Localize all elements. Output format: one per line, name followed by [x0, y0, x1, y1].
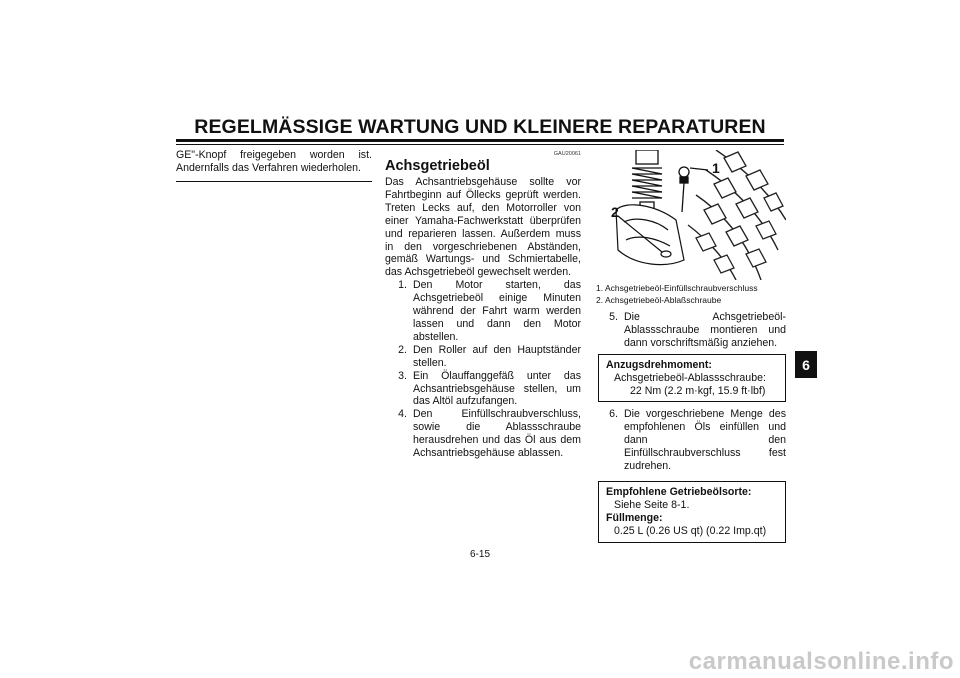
step-item: [385, 408, 581, 460]
figure-label-2: 2: [611, 204, 619, 220]
torque-title: Anzugsdrehmoment:: [606, 358, 712, 371]
caption-item: 1. Achsgetriebeöl-Einfüllschraubverschluss: [596, 283, 758, 293]
header-rule-thick: [176, 139, 784, 142]
steps-list-continued: [596, 311, 786, 350]
gearcase-drawing: [596, 150, 786, 280]
torque-value: 22 Nm (2.2 m·kgf, 15.9 ft·lbf): [630, 384, 766, 397]
oil-spec-box: [598, 481, 786, 543]
caption-item: 2. Achsgetriebeöl-Ablaßschraube: [596, 294, 722, 305]
step-item: [385, 344, 581, 370]
step-number: 1.: [398, 279, 407, 292]
figure-label-1: 1: [712, 160, 720, 176]
column-left: [176, 149, 372, 175]
oil-quantity-title: Füllmenge:: [606, 511, 663, 524]
step-number: 4.: [398, 408, 407, 421]
torque-spec-box: [598, 354, 786, 403]
step-text: Die vorgeschriebene Menge des empfohlenen Öls einfüllen und dann den Einfüllschraubverschluss fest zudrehen.: [624, 408, 786, 473]
oil-type-value: Siehe Seite 8-1.: [614, 498, 690, 511]
figure-captions: [596, 283, 786, 306]
step-number: 5.: [609, 311, 618, 323]
column-left-divider: [176, 181, 372, 182]
step-text: Den Roller auf den Hauptständer stellen.: [413, 343, 581, 369]
step-number: 6.: [609, 408, 618, 421]
oil-type-title: Empfohlene Getriebeölsorte:: [606, 485, 752, 498]
step-text: Den Motor starten, das Achsgetriebeöl einige Minuten während der Fahrt warm werden lassen und dann den Motor abstellen.: [413, 279, 581, 343]
step-text: Die Achsgetriebeöl-Ablassschraube montieren und dann vorschriftsmäßig anziehen.: [624, 311, 786, 349]
steps-list: [385, 279, 581, 460]
steps-list-continued-2: [596, 408, 786, 473]
gearcase-illustration: [596, 150, 786, 280]
step-text: Ein Ölauffanggefäß unter das Achsantriebsgehäuse stellen, um das Altöl aufzufangen.: [413, 369, 581, 408]
column-right: [596, 150, 786, 549]
step-text: Den Einfüllschraubverschluss, sowie die Ablassschraube herausdrehen und das Öl aus dem Achsantriebsgehäuse ablassen.: [413, 408, 581, 460]
section-intro: Das Achsantriebsgehäuse sollte vor Fahrtbeginn auf Öllecks geprüft werden. Treten Lecks auf, den Motorroller von einer Yamaha-Fachwerkstatt überprüfen und reparieren lassen. Außerdem muss in den vorgeschriebenen Abständen, gemäß Wartungs- und Schmiertabelle, das Achsgetriebeöl gewechselt werden.: [385, 176, 581, 279]
section-code: GAU20061: [553, 151, 581, 157]
step-number: 3.: [398, 369, 407, 382]
section-title: Achsgetriebeöl: [385, 158, 490, 174]
step-item: [596, 311, 786, 350]
step-number: 2.: [398, 343, 407, 356]
step-item: [596, 408, 786, 473]
continued-text: GE"-Knopf freigegeben worden ist. Andernfalls das Verfahren wiederholen.: [176, 149, 372, 174]
header-rule-thin: [176, 144, 784, 145]
chapter-tab: 6: [795, 351, 817, 378]
oil-quantity-value: 0.25 L (0.26 US qt) (0.22 Imp.qt): [614, 524, 767, 537]
torque-item: Achsgetriebeöl-Ablassschraube:: [614, 371, 766, 384]
step-item: [385, 279, 581, 344]
watermark: carmanualsonline.info: [688, 648, 954, 675]
step-item: [385, 370, 581, 409]
column-middle: [385, 151, 581, 460]
page-header-title: REGELMÄSSIGE WARTUNG UND KLEINERE REPARATUREN: [194, 116, 766, 138]
page-number: 6-15: [469, 549, 490, 560]
